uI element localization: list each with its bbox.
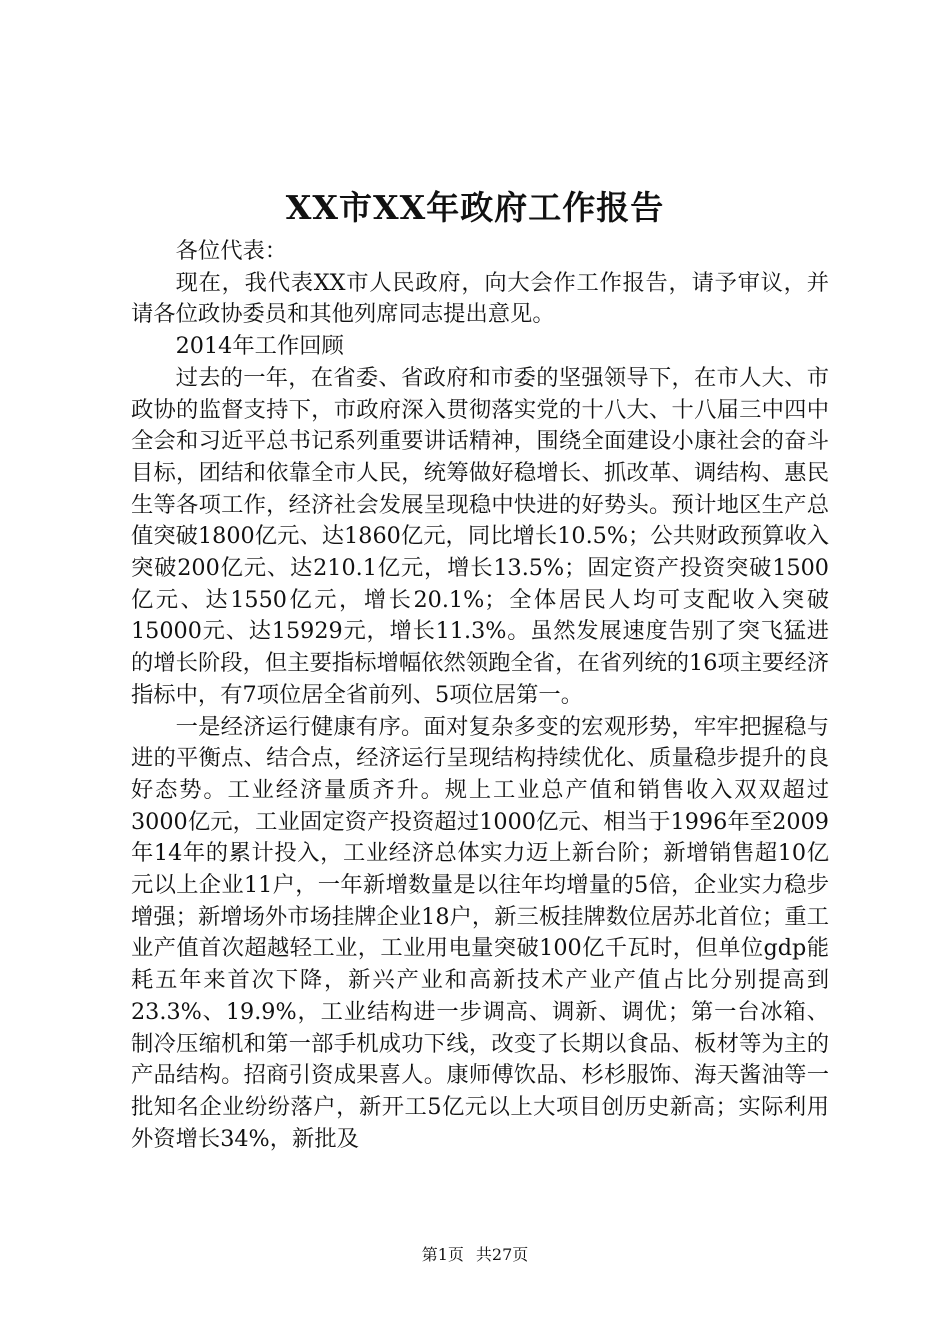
salutation-paragraph: 各位代表： [175, 238, 288, 264]
page-footer [0, 1244, 950, 1266]
page-total: 共27页 [475, 1245, 529, 1264]
page-number: 第1页 [421, 1245, 464, 1264]
economy-paragraph: 一是经济运行健康有序。面对复杂多变的宏观形势，牢牢把握稳与进的平衡点、结合点，经济运行呈现结构持续优化、质量稳步提升的良好态势。工业经济量质齐升。规上工业总产值和销售收入双双超过3000亿元，工业固定资产投资超过1000亿元、相当于1996年至2009年14年的累计投入，工业经济总体实力迈上新台阶；新增销售超10亿元以上企业11户，一年新增数量是以往年均增量的5倍，企业实力稳步增强；新增场外市场挂牌企业18户，新三板挂牌数位居苏北首位；重工业产值首次超越轻工业，工业用电量突破100亿千瓦时，但单位gdp能耗五年来首次下降，新兴产业和高新技术产业产值占比分别提高到23.3%、19.9%，工业结构进一步调高、调新、调优；第一台冰箱、制冷压缩机和第一部手机成功下线，改变了长期以食品、板材等为主的产品结构。招商引资成果喜人。康师傅饮品、杉杉服饰、海天酱油等一批知名企业纷纷落户，新开工5亿元以上大项目创历史新高；实际利用外资增长34%，新批及 [131, 713, 829, 1152]
document-title: XX市XX年政府工作报告 [285, 188, 665, 227]
section-heading: 2014年工作回顾 [175, 333, 344, 360]
document-body [131, 236, 829, 1155]
intro-paragraph: 现在，我代表XX市人民政府，向大会作工作报告，请予审议，并请各位政协委员和其他列席同志提出意见。 [131, 269, 829, 328]
review-paragraph: 过去的一年，在省委、省政府和市委的坚强领导下，在市人大、市政协的监督支持下，市政府深入贯彻落实党的十八大、十八届三中四中全会和习近平总书记系列重要讲话精神，围绕全面建设小康社会的奋斗目标，团结和依靠全市人民，统筹做好稳增长、抓改革、调结构、惠民生等各项工作，经济社会发展呈现稳中快进的好势头。预计地区生产总值突破1800亿元、达1860亿元，同比增长10.5%；公共财政预算收入突破200亿元、达210.1亿元，增长13.5%；固定资产投资突破1500亿元、达1550亿元，增长20.1%；全体居民人均可支配收入突破15000元、达15929元，增长11.3%。虽然发展速度告别了突飞猛进的增长阶段，但主要指标增幅依然领跑全省，在省列统的16项主要经济指标中，有7项位居全省前列、5项位居第一。 [131, 364, 829, 708]
